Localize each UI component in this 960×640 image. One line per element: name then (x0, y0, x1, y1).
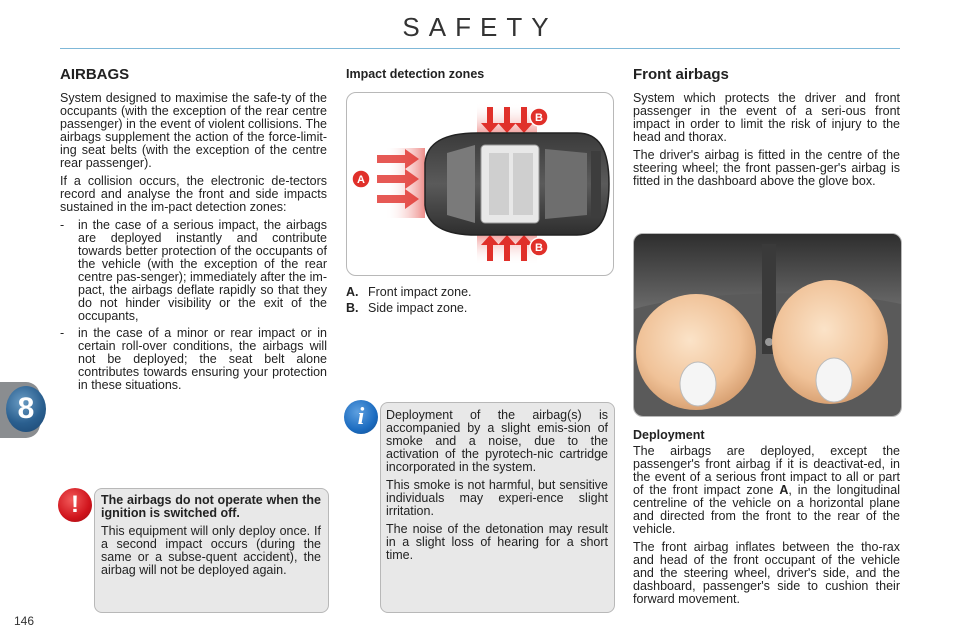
airbags-paragraph-2: If a collision occurs, the electronic de-tectors record and analyse the front and side impacts sustained in the im-pact detection zones: (60, 174, 327, 214)
side-impact-arrows-top (477, 103, 537, 135)
page-title: SAFETY (402, 12, 558, 42)
zone-legend-a: A. Front impact zone. (346, 285, 472, 299)
front-airbags-paragraph-2: The driver's airbag is fitted in the centre of the steering wheel; the front passen-ger's airbag is fitted in the dashboard above the glove box. (633, 148, 900, 188)
front-airbags-paragraph-1: System which protects the driver and front passenger in the event of a seri-ous front impact in order to limit the risk of injury to the head and thorax. (633, 91, 900, 144)
info-icon: i (344, 400, 378, 434)
header-divider (60, 48, 900, 49)
front-airbags-heading: Front airbags (633, 66, 729, 83)
zone-b-marker-top (530, 108, 548, 126)
deployment-text (633, 445, 900, 611)
warning-text: This equipment will only deploy once. If a second impact occurs (during the same or a subse-quent accident), the airbag will not be deployed again. (101, 524, 321, 577)
side-impact-arrows-bottom (477, 233, 537, 265)
impact-zones-heading: Impact detection zones (346, 67, 485, 81)
deployment-heading: Deployment (633, 428, 705, 442)
impact-zones-diagram (346, 92, 614, 276)
airbag-deployment-image (633, 233, 902, 417)
deployment-paragraph-1: The airbags are deployed, except the passenger's front airbag if it is deactivat-ed, in the event of a serious front impact to all or part of the front impact zone A, in the longitudinal centreline of the vehicle on a horizontal plane and directed from the front to the rear of the vehicle. (633, 444, 900, 536)
info-paragraph-2: This smoke is not harmful, but sensitive individuals may experi-ence slight irritation. (386, 478, 608, 518)
front-airbags-intro (633, 92, 900, 193)
deployment-paragraph-2: The front airbag inflates between the tho-rax and head of the front occupant of the vehicle and the steering wheel, driver's side, and the dashboard, passenger's side to cushion their forward movement. (633, 540, 900, 606)
airbags-heading: AIRBAGS (60, 66, 130, 83)
zone-b-label-bottom: B (535, 242, 543, 254)
airbags-intro (60, 92, 327, 396)
warning-content (101, 494, 321, 582)
airbags-paragraph-1: System designed to maximise the safe-ty of the occupants (with the exception of the rear centre passenger) in the event of violent collisions. The airbags supplement the action of the force-limit-ing seat belts (with the exception of the centre rear passenger). (60, 91, 327, 170)
info-paragraph-1: Deployment of the airbag(s) is accompanied by a slight emis-sion of smoke and a noise, due to the activation of the pyrotech-nic cartridge incorporated in the system. (386, 408, 608, 474)
car-body (425, 133, 609, 235)
list-item: - in the case of a serious impact, the airbags are deployed instantly and contribute towards better protection of the occupants of the vehicle (with the exception of the rear centre pas-senger); immediately after the im-pact, the airbags deflate rapidly so that they do not hinder visibility or the exit of the occupants, (60, 218, 327, 323)
warning-bold-text: The airbags do not operate when the ignition is switched off. (101, 493, 321, 520)
car-top-view-illustration (347, 93, 613, 275)
front-impact-arrows (377, 148, 425, 218)
warning-icon: ! (58, 488, 92, 522)
chapter-number: 8 (6, 386, 46, 432)
zone-b-marker-bottom (530, 238, 548, 256)
info-paragraph-3: The noise of the detonation may result in a slight loss of hearing for a short time. (386, 522, 608, 562)
list-item: - in the case of a minor or rear impact or in certain roll-over conditions, the airbags will not be deployed; the seat belt alone contributes towards ensuring your protection in these situations. (60, 326, 327, 392)
deployed-airbags-illustration (634, 234, 901, 416)
zone-a-label: A (357, 174, 365, 186)
zone-legend-b: B. Side impact zone. (346, 301, 468, 315)
info-content (386, 409, 608, 567)
zone-b-label-top: B (535, 112, 543, 124)
zone-legend (346, 284, 612, 316)
zone-a-marker (352, 170, 370, 188)
impact-cases-list (60, 219, 327, 392)
page-number: 146 (14, 614, 35, 628)
